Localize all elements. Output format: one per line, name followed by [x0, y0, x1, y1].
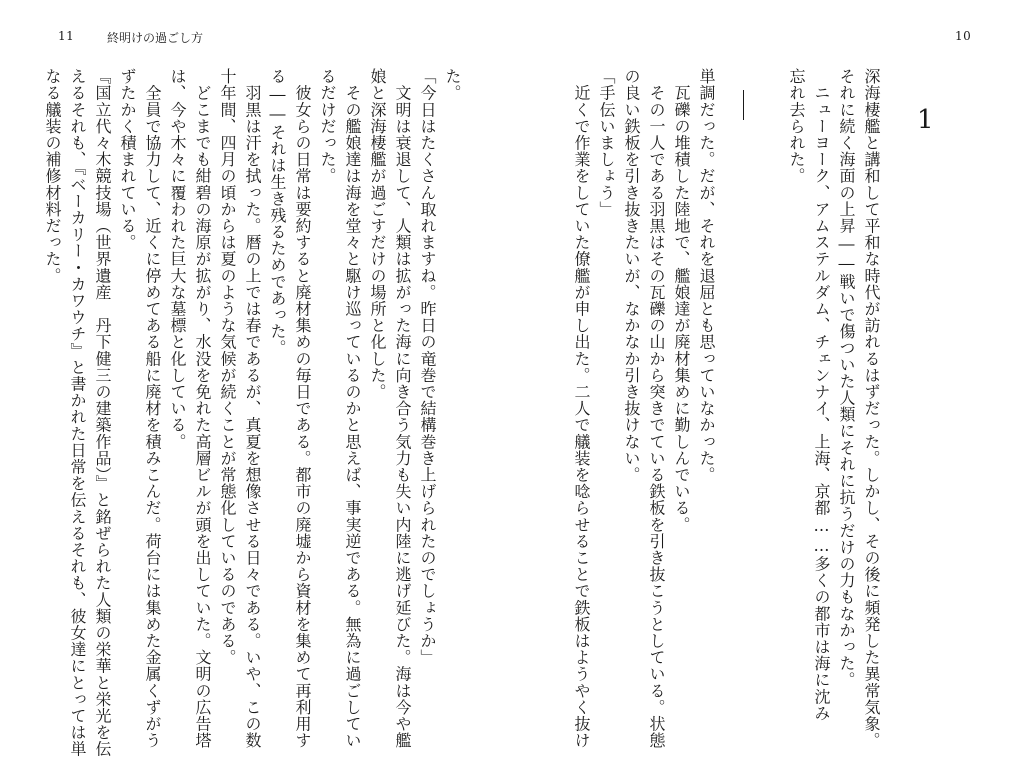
text-column: るだけだった。	[318, 68, 337, 185]
text-column: どこまでも紺碧の海原が拡がり、水没を免れた高層ビルが頭を出していた。文明の広告塔	[193, 68, 212, 749]
text-column: それに続く海面の上昇――戦いで傷ついた人類にそれに抗うだけの力もなかった。	[837, 68, 856, 689]
text-column: 全員で協力して、近くに停めてある船に廃材を積みこんだ。荷台には集めた金属くずがう	[143, 68, 162, 749]
text-column: ニューヨーク、アムステルダム、チェンナイ、上海、京都……多くの都市は海に沈み	[812, 68, 831, 722]
text-column: その一人である羽黒はその瓦礫の山から突きでている鉄板を引き抜こうとしている。状態	[647, 68, 666, 749]
text-column: る――それは生き残るためであった。	[268, 68, 287, 357]
text-column: た。	[443, 68, 462, 102]
running-title: 終明けの過ごし方	[107, 31, 204, 45]
text-column: 忘れ去られた。	[787, 68, 806, 185]
page-number-left: 11	[58, 29, 75, 43]
text-column: えるそれも、『ベーカリー・カワウチ』と書かれた日常を伝えるそれも、彼女達にとっては単	[68, 68, 87, 757]
text-column: は、今や木々に覆われた巨大な墓標と化している。	[168, 68, 187, 450]
text-column: 「今日はたくさん取れますね。昨日の竜巻で結構巻き上げられたのでしょうか」	[418, 68, 437, 666]
text-column: その艦娘達は海を堂々と駆け巡っているのかと思えば、事実逆である。無為に過ごしてい	[343, 68, 362, 749]
text-column: 近くで作業をしていた僚艦が申し出た。二人で艤装を唸らせることで鉄板はようやく抜け	[572, 68, 591, 749]
text-column: 十年間、四月の頃からは夏のような気候が続くことが常態化しているのである。	[218, 68, 237, 666]
chapter-number: 1	[917, 105, 934, 135]
text-column	[736, 68, 756, 708]
text-column	[761, 68, 781, 708]
text-column: 娘と深海棲艦が過ごすだけの場所と化した。	[368, 68, 387, 400]
text-column: 『国立代々木競技場（世界遺産 丹下健三の建築作品）』と銘ぜられた人類の栄華と栄光を伝	[93, 68, 112, 757]
text-column: ずたかく積まれている。	[118, 68, 137, 251]
text-column: 彼女らの日常は要約すると廃材集めの毎日である。都市の廃墟から資材を集めて再利用す	[293, 68, 312, 749]
text-column: 羽黒は汗を拭った。暦の上では春であるが、真夏を想像させる日々である。いや、この数	[243, 68, 262, 749]
page-number-right: 10	[955, 29, 972, 43]
text-column: 単調だった。だが、それを退屈とも思っていなかった。	[697, 68, 716, 483]
text-column: 文明は衰退して、人類は拡がった海に向き合う気力も失い内陸に逃げ延びた。海は今や艦	[393, 68, 412, 749]
text-column: 「手伝いましょう」	[597, 68, 616, 218]
text-column: なる艤装の補修材料だった。	[43, 68, 62, 284]
text-column: の良い鉄板を引き抜きたいが、なかなか引き抜けない。	[622, 68, 641, 483]
text-column: 瓦礫の堆積した陸地で、艦娘達が廃材集めに勤しんでいる。	[672, 68, 691, 533]
text-column: 深海棲艦と講和して平和な時代が訪れるはずだった。しかし、その後に頻発した異常気象。	[862, 68, 881, 749]
